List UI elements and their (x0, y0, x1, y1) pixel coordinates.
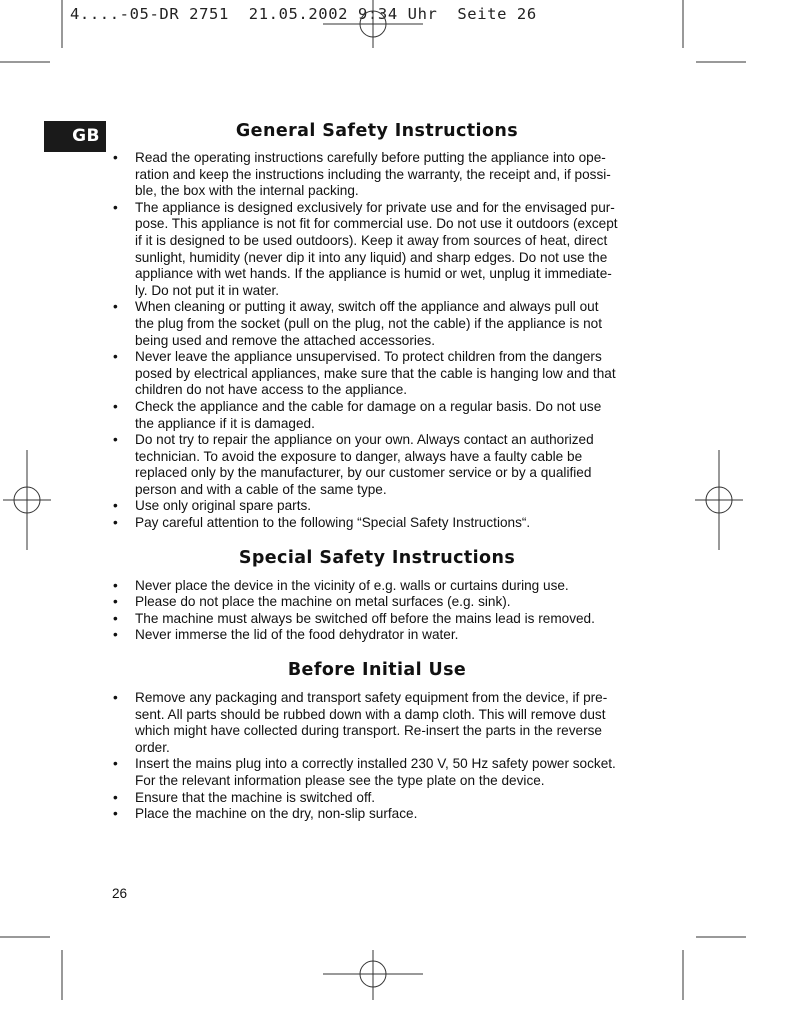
bullet-icon: • (113, 150, 118, 165)
list-item (112, 432, 642, 498)
list-item (112, 690, 642, 756)
section-heading: Special Safety Instructions (238, 547, 516, 568)
special-safety-section (112, 545, 642, 644)
registration-mark-left (3, 450, 51, 550)
bullet-icon: • (113, 690, 118, 706)
list-item-text: Use only original spare parts. (135, 498, 312, 514)
list-item (112, 515, 642, 532)
list-item-text: Please do not place the machine on metal surfaces (e.g. sink). (135, 594, 511, 610)
list-item-text: Pay careful attention to the following “Special Safety Instructions“. (135, 515, 531, 531)
list-item (112, 299, 642, 349)
bullet-list (112, 150, 642, 532)
bullet-icon: • (113, 515, 118, 531)
list-item (112, 806, 642, 823)
general-safety-section (112, 118, 642, 532)
language-tab: GB (44, 121, 106, 152)
list-item-text: Remove any packaging and transport safety equipment from the device, if pre- sent. All parts should be rubbed down with a damp cloth. This will remove dust which might have collected during transport. Re-insert the parts in the reverse order. (135, 690, 608, 755)
bullet-icon: • (113, 299, 118, 315)
list-item-text: Never place the device in the vicinity of e.g. walls or curtains during use. (135, 577, 569, 593)
list-item (112, 200, 642, 300)
bullet-list (112, 578, 642, 644)
list-item-text: Insert the mains plug into a correctly installed 230 V, 50 Hz safety power socket. For the relevant information please see the type plate on the device. (135, 756, 616, 788)
bullet-icon: • (113, 594, 118, 610)
list-item (112, 790, 642, 807)
section-heading: General Safety Instructions (235, 121, 519, 141)
list-item-text: The appliance is designed exclusively for private use and for the envisaged pur- pose. This appliance is not fit for commercial use. Do not use it outdoors (except if it is designed to be used outdoors). Keep it away from sources of heat, direct sunlight, humidity (never dip it into any liquid) and sharp edges. Do not use the appliance with wet hands. If the appliance is humid or wet, unplug it immediate- ly. Do not put it in water. (135, 199, 618, 298)
list-item-text: When cleaning or putting it away, switch off the appliance and always pull out the plug from the socket (pull on the plug, not the cable) if the appliance is not being used and remove the attached accessories. (135, 299, 603, 348)
print-slug: 4....-05-DR 2751 21.05.2002 9:34 Uhr Seite 26 (70, 5, 537, 23)
list-item-text: The machine must always be switched off before the mains lead is removed. (135, 610, 595, 626)
list-item-text: Place the machine on the dry, non-slip surface. (135, 806, 418, 822)
bullet-icon: • (113, 789, 118, 805)
before-initial-use-section (112, 657, 642, 823)
list-item-text: Never immerse the lid of the food dehydrator in water. (135, 627, 459, 643)
list-item (112, 150, 642, 200)
registration-mark-right (695, 450, 743, 550)
bullet-icon: • (113, 398, 118, 414)
list-item (112, 349, 642, 399)
page-content (112, 118, 642, 823)
list-item-text: Do not try to repair the appliance on your own. Always contact an authorized technician. To avoid the exposure to danger, always have a faulty cable be replaced only by the manufacturer, by our customer service or by a qualified person and with a cable of the same type. (135, 432, 594, 497)
bullet-icon: • (113, 627, 118, 643)
bullet-icon: • (113, 349, 118, 365)
list-item (112, 756, 642, 789)
list-item (112, 611, 642, 628)
bullet-icon: • (113, 756, 118, 772)
bullet-icon: • (113, 432, 118, 448)
bullet-icon: • (113, 806, 118, 822)
list-item-text: Read the operating instructions carefully before putting the appliance into ope- ration and keep the instructions including the warranty, the receipt and, if possi- ble, the box with the internal packing. (135, 150, 611, 199)
registration-mark-top (323, 0, 423, 48)
bullet-list (112, 690, 642, 823)
bullet-icon: • (113, 199, 118, 215)
list-item (112, 578, 642, 595)
bullet-icon: • (113, 498, 118, 514)
list-item (112, 498, 642, 515)
registration-mark-bottom (323, 950, 423, 1000)
list-item-text: Check the appliance and the cable for damage on a regular basis. Do not use the appliance if it is damaged. (135, 398, 602, 431)
list-item (112, 627, 642, 644)
list-item (112, 594, 642, 611)
list-item-text: Ensure that the machine is switched off. (135, 789, 376, 805)
bullet-icon: • (113, 610, 118, 626)
page-number: 26 (112, 886, 128, 901)
bullet-icon: • (113, 577, 118, 593)
list-item (112, 399, 642, 432)
list-item-text: Never leave the appliance unsupervised. To protect children from the dangers posed by electrical appliances, make sure that the cable is hanging low and that children do not have access to the appliance. (135, 349, 616, 398)
section-heading: Before Initial Use (287, 660, 467, 681)
